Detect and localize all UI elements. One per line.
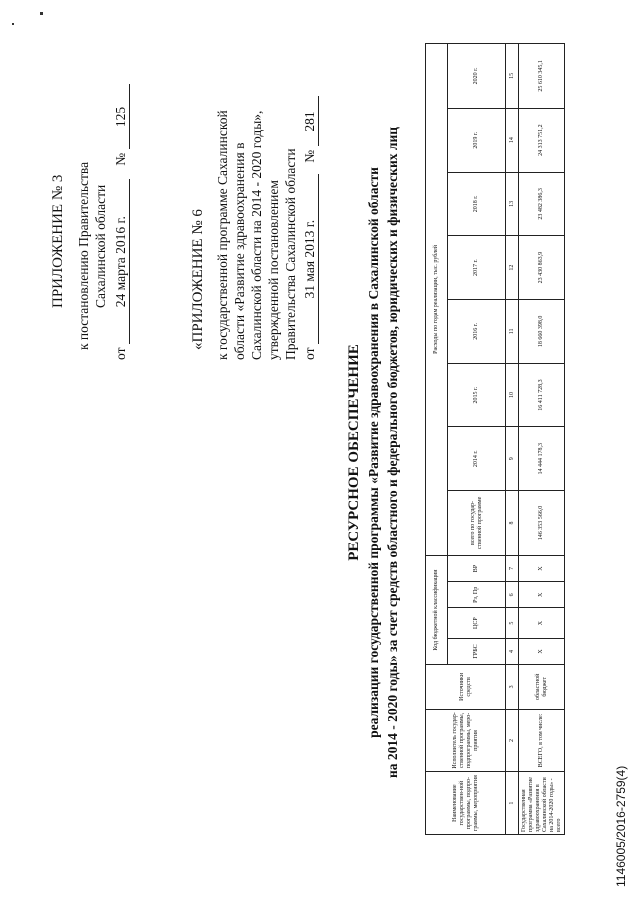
from-label: от [302,347,317,360]
column-number: 1 [506,772,519,835]
appendix-6-line1: к государственной программе Сахалинской [215,110,230,360]
table-header-row-1 [426,44,448,835]
column-number: 2 [506,709,519,772]
appendix-3-date: 24 марта 2016 г. [113,179,130,344]
header-expenses: Расходы по годам реализации, тыс. рублей [426,44,448,556]
appendix-6-title: «ПРИЛОЖЕНИЕ № 6 [190,209,206,350]
table-column-numbers-row [506,44,519,835]
number-label: № [113,152,128,166]
row-year-value: 18 660 398,0 [519,299,565,363]
column-number: 14 [506,108,519,172]
column-number: 10 [506,363,519,427]
header-year: 2019 г. [448,108,506,172]
heading-line2: на 2014 - 2020 годы» за счет средств областного и федерального бюджетов, юридических и физических лиц [385,126,400,779]
scan-speck [12,23,14,25]
row-executor: ВСЕГО, в том числе: [519,709,565,772]
header-year: 2020 г. [448,44,506,109]
header-name: Наименование государствен-ной программы, подпро-граммы, мероприятия [426,772,506,835]
row-year-value: 14 444 178,3 [519,427,565,491]
appendix-3-date-line [113,85,130,361]
appendix-6-number: 281 [302,97,319,147]
table-row [519,44,565,835]
appendix-6-line4: утвержденной постановлением [266,180,281,360]
column-number: 11 [506,299,519,363]
appendix-6-line5: Правительства Сахалинской области [283,148,298,360]
number-label: № [302,149,317,163]
header-budget-code: Код бюджетной классификации [426,555,448,664]
column-number: 9 [506,427,519,491]
row-rzpr: Х [519,582,565,608]
document-heading [345,0,402,905]
appendix-6-line2: области «Развитие здравоохранения в [232,142,247,360]
heading-line1: реализации государственной программы «Развитие здравоохранения в Сахалинской области [366,167,381,738]
row-grbs: Х [519,638,565,664]
appendix-6-date-line [302,97,319,361]
header-total: всего по государ-ственной программе [448,491,506,556]
from-label: от [113,347,128,360]
column-number: 12 [506,236,519,300]
row-total: 146 353 566,0 [519,491,565,556]
column-number: 5 [506,608,519,638]
row-year-value: 24 313 751,2 [519,108,565,172]
row-vr: Х [519,555,565,581]
header-year: 2015 г. [448,363,506,427]
appendix-6-line3: Сахалинской области на 2014 - 2020 годы», [249,110,264,360]
header-year: 2014 г. [448,427,506,491]
document-code: 1146005/2016-2759(4) [614,765,628,887]
header-vr: ВР [448,555,506,581]
column-number: 15 [506,44,519,109]
header-year: 2017 г. [448,236,506,300]
column-number: 13 [506,172,519,236]
appendix-3-line2: Сахалинской области [93,184,108,308]
row-year-value: 16 411 728,3 [519,363,565,427]
row-year-value: 23 430 863,9 [519,236,565,300]
column-number: 4 [506,638,519,664]
header-source: Источники средств [426,665,506,710]
header-year: 2018 г. [448,172,506,236]
header-grbs: ГРБС [448,638,506,664]
header-executor: Исполнитель государ-ственной программы, подпрограммы, меро-приятия [426,709,506,772]
appendix-3-line1: к постановлению Правительства [76,161,91,350]
appendix-3-title: ПРИЛОЖЕНИЕ № 3 [50,174,66,308]
heading-title: РЕСУРСНОЕ ОБЕСПЕЧЕНИЕ [346,344,362,561]
column-number: 8 [506,491,519,556]
row-year-value: 25 610 345,1 [519,44,565,109]
column-number: 6 [506,582,519,608]
row-year-value: 23 482 386,3 [519,172,565,236]
column-number: 7 [506,555,519,581]
row-source: областной бюджет [519,665,565,710]
header-year: 2016 г. [448,299,506,363]
header-rzpr: Рз, Пр [448,582,506,608]
appendix-6-date: 31 мая 2013 г. [302,174,319,344]
column-number: 3 [506,665,519,710]
resource-table [425,43,565,835]
appendix-3-number: 125 [113,85,130,150]
header-csr: ЦСР [448,608,506,638]
row-csr: Х [519,608,565,638]
scan-speck [40,12,43,15]
row-program-name: Государственная программа «Развитие здравоохранения в Сахалинской области на 2014-2020 годы» - всего [519,772,565,835]
